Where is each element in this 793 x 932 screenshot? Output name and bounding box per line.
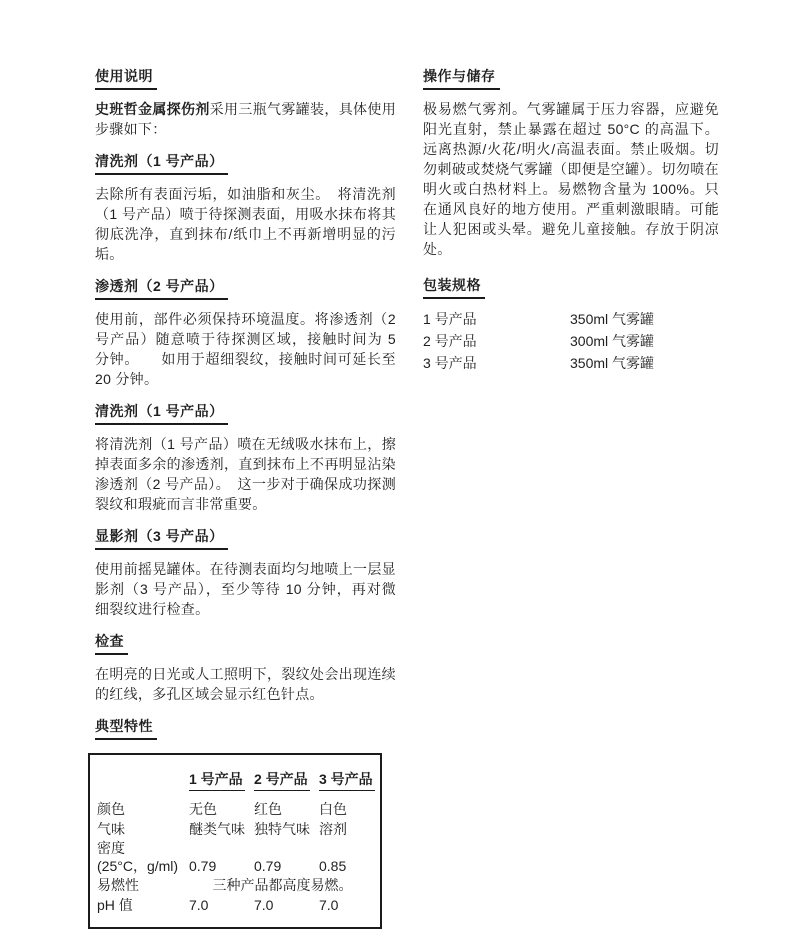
table-header-product2 [254,769,319,791]
table-header-product1 [189,769,254,791]
heading-text-usage: 使用说明 [95,66,157,90]
right-column [423,66,719,374]
section-heading-properties [95,716,396,740]
intro-text: 采用三瓶气雾罐装，具体使用步骤如下： [95,101,396,137]
cleaner1-paragraph: 去除所有表面污垢，如油脂和灰尘。 将清洗剂（1 号产品）喷于待探测表面，用吸水抹布将其彻底洗净，直到抹布/纸巾上不再新增明显的污垢。 [95,186,396,262]
heading-text-handling: 操作与储存 [423,66,500,90]
cell-value: 溶剂 [319,821,347,837]
cell-value: 7.0 [254,897,274,913]
section-heading-packaging [423,275,719,299]
row-label: 颜色 [97,801,125,817]
heading-text-penetrant: 渗透剂（2 号产品） [95,276,228,300]
cell-value: 独特气味 [254,821,310,837]
cell-empty [254,839,319,857]
table-row-ph [97,895,376,915]
table-row-density-label [97,839,376,857]
table-row-odor [97,819,376,839]
packaging-item [423,308,719,330]
heading-text-properties: 典型特性 [95,716,157,740]
table-header-product2-text: 2 号产品 [254,769,310,791]
packaging-product: 3 号产品 [423,355,477,371]
cell-value: 白色 [319,801,347,817]
heading-text-cleaner1: 清洗剂（1 号产品） [95,151,228,175]
packaging-product: 1 号产品 [423,311,477,327]
table-header-row [97,769,376,791]
cell-value: 红色 [254,801,282,817]
penetrant-paragraph: 使用前，部件必须保持环境温度。将渗透剂（2 号产品）随意喷于待探测区域，接触时间为 5 分钟。 如用于超细裂纹，接触时间可延长至 20 分钟。 [95,311,396,387]
packaging-item [423,352,719,374]
row-label: (25°C，g/ml) [97,858,179,874]
table-header-product1-text: 1 号产品 [189,769,245,791]
developer-paragraph: 使用前摇晃罐体。在待测表面均匀地喷上一层显影剂（3 号产品），至少等待 10 分钟，再对微细裂纹进行检查。 [95,561,396,617]
cell-value: 无色 [189,801,217,817]
heading-text-cleaner2: 清洗剂（1 号产品） [95,401,228,425]
section-heading-cleaner1 [95,151,396,175]
handling-paragraph: 极易燃气雾剂。气雾罐属于压力容器，应避免阳光直射，禁止暴露在超过 50°C 的高温下。远离热源/火花/明火/高温表面。禁止吸烟。切勿刺破或焚烧气雾罐（即便是空罐）。切勿喷在明火或白热材料上。易燃物含量为 100%。只在通风良好的地方使用。严重刺激眼睛。可能让人犯困或头晕。避免儿童接触。存放于阴凉处。 [423,101,719,257]
heading-text-inspection: 检查 [95,631,128,655]
section-heading-penetrant [95,276,396,300]
cleaner2-paragraph: 将清洗剂（1 号产品）喷在无绒吸水抹布上，擦掉表面多余的渗透剂，直到抹布上不再明显沾染渗透剂（2 号产品）。 这一步对于确保成功探测裂纹和瑕疵而言非常重要。 [95,436,396,512]
packaging-size: 350ml 气雾罐 [570,355,655,371]
section-heading-handling [423,66,719,90]
left-column [95,66,396,929]
packaging-product: 2 号产品 [423,333,477,349]
packaging-size: 300ml 气雾罐 [570,333,655,349]
heading-text-developer: 显影剂（3 号产品） [95,526,228,550]
section-heading-usage [95,66,396,90]
row-label: 气味 [97,821,125,837]
packaging-item [423,330,719,352]
packaging-list [423,308,719,374]
section-heading-cleaner2 [95,401,396,425]
table-header-product3-text: 3 号产品 [319,769,375,791]
cell-value: 0.79 [254,858,282,874]
row-label: 易燃性 [97,877,139,893]
inspection-paragraph: 在明亮的日光或人工照明下，裂纹处会出现连续的红线，多孔区域会显示红色针点。 [95,666,396,702]
cell-empty [189,839,254,857]
table-header-spacer [97,769,189,791]
cell-value: 0.79 [189,858,217,874]
table-row-density-values [97,857,376,875]
heading-text-packaging: 包装规格 [423,275,485,299]
cell-value: 7.0 [189,897,209,913]
cell-empty [319,839,376,857]
cell-value: 7.0 [319,897,339,913]
row-label: 密度 [97,840,125,856]
table-row-color [97,799,376,819]
properties-table [88,753,382,929]
cell-value: 醚类气味 [189,821,245,837]
table-header-product3 [319,769,376,791]
cell-value: 0.85 [319,858,347,874]
product-name-bold: 史班哲金属探伤剂 [95,101,210,117]
intro-paragraph [95,99,396,139]
section-heading-inspection [95,631,396,655]
flammability-note: 三种产品都高度易燃。 [212,877,353,893]
table-row-flammability [97,875,376,895]
packaging-size: 350ml 气雾罐 [570,311,655,327]
section-heading-developer [95,526,396,550]
row-label: pH 值 [97,897,133,913]
